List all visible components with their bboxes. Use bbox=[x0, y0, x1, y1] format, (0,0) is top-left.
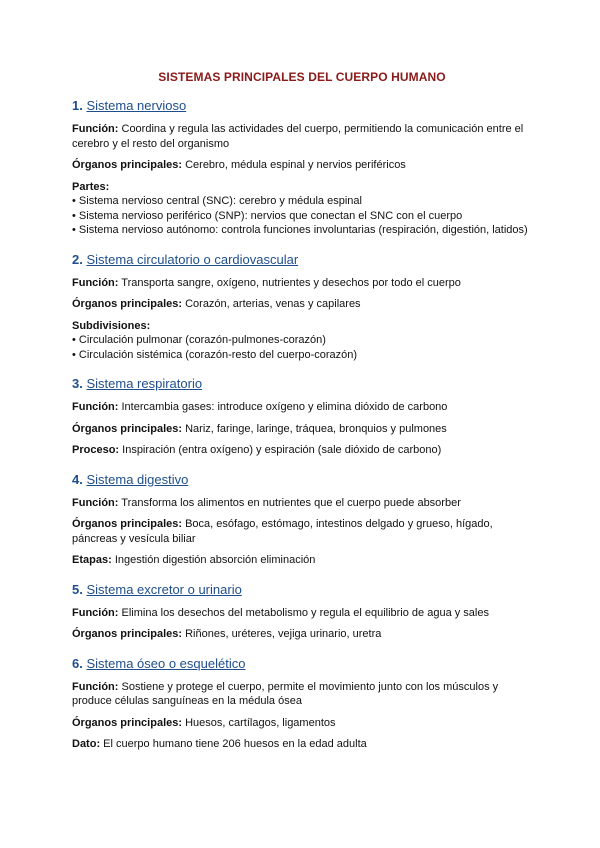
section-heading bbox=[72, 376, 532, 392]
section-heading bbox=[72, 656, 532, 672]
section-link[interactable]: Sistema óseo o esquelético bbox=[86, 655, 246, 671]
organos-field bbox=[72, 517, 532, 546]
etapas-text: Ingestión digestión absorción eliminación bbox=[114, 554, 316, 566]
organos-text: Huesos, cartílagos, ligamentos bbox=[185, 716, 336, 729]
dato-field bbox=[72, 737, 532, 752]
organos-field bbox=[72, 297, 532, 312]
section-number: 1. bbox=[72, 98, 83, 113]
proceso-field bbox=[72, 443, 532, 458]
section-number: 4. bbox=[72, 471, 83, 487]
organos-field bbox=[72, 627, 532, 642]
section-link[interactable]: Sistema digestivo bbox=[86, 471, 189, 487]
organos-field bbox=[72, 158, 532, 173]
etapas-field bbox=[72, 553, 532, 568]
funcion-field bbox=[72, 400, 532, 415]
section-heading bbox=[72, 252, 532, 268]
funcion-text: Transforma los alimentos en nutrientes que el cuerpo puede absorber bbox=[121, 496, 461, 509]
document-page bbox=[72, 70, 532, 766]
funcion-field bbox=[72, 496, 532, 511]
organos-label: Órganos principales: bbox=[72, 422, 183, 435]
funcion-text: Sostiene y protege el cuerpo, permite el movimiento junto con los músculos y produce células sanguíneas en la médula ósea bbox=[72, 680, 499, 707]
section-link[interactable]: Sistema respiratorio bbox=[86, 376, 203, 391]
organos-label: Órganos principales: bbox=[72, 716, 183, 729]
funcion-field bbox=[72, 122, 532, 151]
organos-text: Corazón, arterias, venas y capilares bbox=[185, 298, 361, 310]
section-number: 3. bbox=[72, 376, 83, 391]
organos-label: Órganos principales: bbox=[72, 298, 183, 310]
section-heading bbox=[72, 472, 532, 488]
funcion-field bbox=[72, 680, 532, 709]
section-link[interactable]: Sistema circulatorio o cardiovascular bbox=[86, 251, 299, 267]
section-heading bbox=[72, 582, 532, 598]
organos-text: Cerebro, médula espinal y nervios periféricos bbox=[185, 159, 406, 171]
funcion-label: Función: bbox=[72, 606, 119, 619]
list-item: • Sistema nervioso periférico (SNP): nervios que conectan el SNC con el cuerpo bbox=[72, 209, 463, 222]
list-item: • Circulación sistémica (corazón-resto del cuerpo-corazón) bbox=[72, 348, 358, 361]
partes-list bbox=[72, 180, 532, 238]
organos-label: Órganos principales: bbox=[72, 159, 183, 171]
funcion-field bbox=[72, 606, 532, 621]
list-title: Partes: bbox=[72, 180, 110, 193]
section-sistema-respiratorio bbox=[72, 376, 532, 458]
funcion-label: Función: bbox=[72, 401, 119, 413]
organos-text: Boca, esófago, estómago, intestinos delgado y grueso, hígado, páncreas y vesícula biliar bbox=[72, 518, 493, 545]
section-heading bbox=[72, 98, 532, 114]
section-number: 5. bbox=[72, 581, 83, 597]
subdivisiones-list bbox=[72, 319, 532, 363]
organos-text: Riñones, uréteres, vejiga urinario, uretra bbox=[185, 628, 382, 640]
organos-label: Órganos principales: bbox=[72, 518, 183, 530]
list-item: • Circulación pulmonar (corazón-pulmones-corazón) bbox=[72, 334, 326, 346]
organos-field bbox=[72, 422, 532, 437]
funcion-label: Función: bbox=[72, 276, 119, 289]
section-sistema-nervioso bbox=[72, 98, 532, 238]
funcion-text: Elimina los desechos del metabolismo y regula el equilibrio de agua y sales bbox=[121, 606, 489, 619]
section-sistema-circulatorio bbox=[72, 252, 532, 363]
organos-label: Órganos principales: bbox=[72, 628, 183, 640]
section-number: 2. bbox=[72, 251, 83, 267]
document-title: SISTEMAS PRINCIPALES DEL CUERPO HUMANO bbox=[158, 70, 446, 84]
funcion-text: Coordina y regula las actividades del cuerpo, permitiendo la comunicación entre el cerebro y el resto del organismo bbox=[72, 123, 524, 150]
section-link[interactable]: Sistema nervioso bbox=[86, 98, 187, 113]
funcion-label: Función: bbox=[72, 123, 119, 135]
dato-label: Dato: bbox=[72, 738, 101, 750]
proceso-text: Inspiración (entra oxígeno) y espiración (sale dióxido de carbono) bbox=[122, 444, 442, 456]
funcion-text: Intercambia gases: introduce oxígeno y elimina dióxido de carbono bbox=[121, 401, 448, 413]
funcion-text: Transporta sangre, oxígeno, nutrientes y desechos por todo el cuerpo bbox=[121, 276, 461, 289]
funcion-field bbox=[72, 276, 532, 291]
proceso-label: Proceso: bbox=[72, 444, 120, 456]
section-sistema-oseo bbox=[72, 656, 532, 752]
funcion-label: Función: bbox=[72, 496, 119, 509]
list-item: • Sistema nervioso central (SNC): cerebro y médula espinal bbox=[72, 195, 362, 207]
list-item: • Sistema nervioso autónomo: controla funciones involuntarias (respiración, digestión, latidos) bbox=[72, 224, 528, 236]
section-link[interactable]: Sistema excretor o urinario bbox=[86, 581, 242, 597]
list-title: Subdivisiones: bbox=[72, 319, 151, 332]
dato-text: El cuerpo humano tiene 206 huesos en la edad adulta bbox=[103, 738, 367, 750]
funcion-label: Función: bbox=[72, 680, 119, 693]
organos-field bbox=[72, 716, 532, 731]
section-sistema-excretor bbox=[72, 582, 532, 642]
etapas-label: Etapas: bbox=[72, 554, 112, 566]
section-number: 6. bbox=[72, 655, 83, 671]
section-sistema-digestivo bbox=[72, 472, 532, 568]
organos-text: Nariz, faringe, laringe, tráquea, bronquios y pulmones bbox=[185, 422, 447, 435]
